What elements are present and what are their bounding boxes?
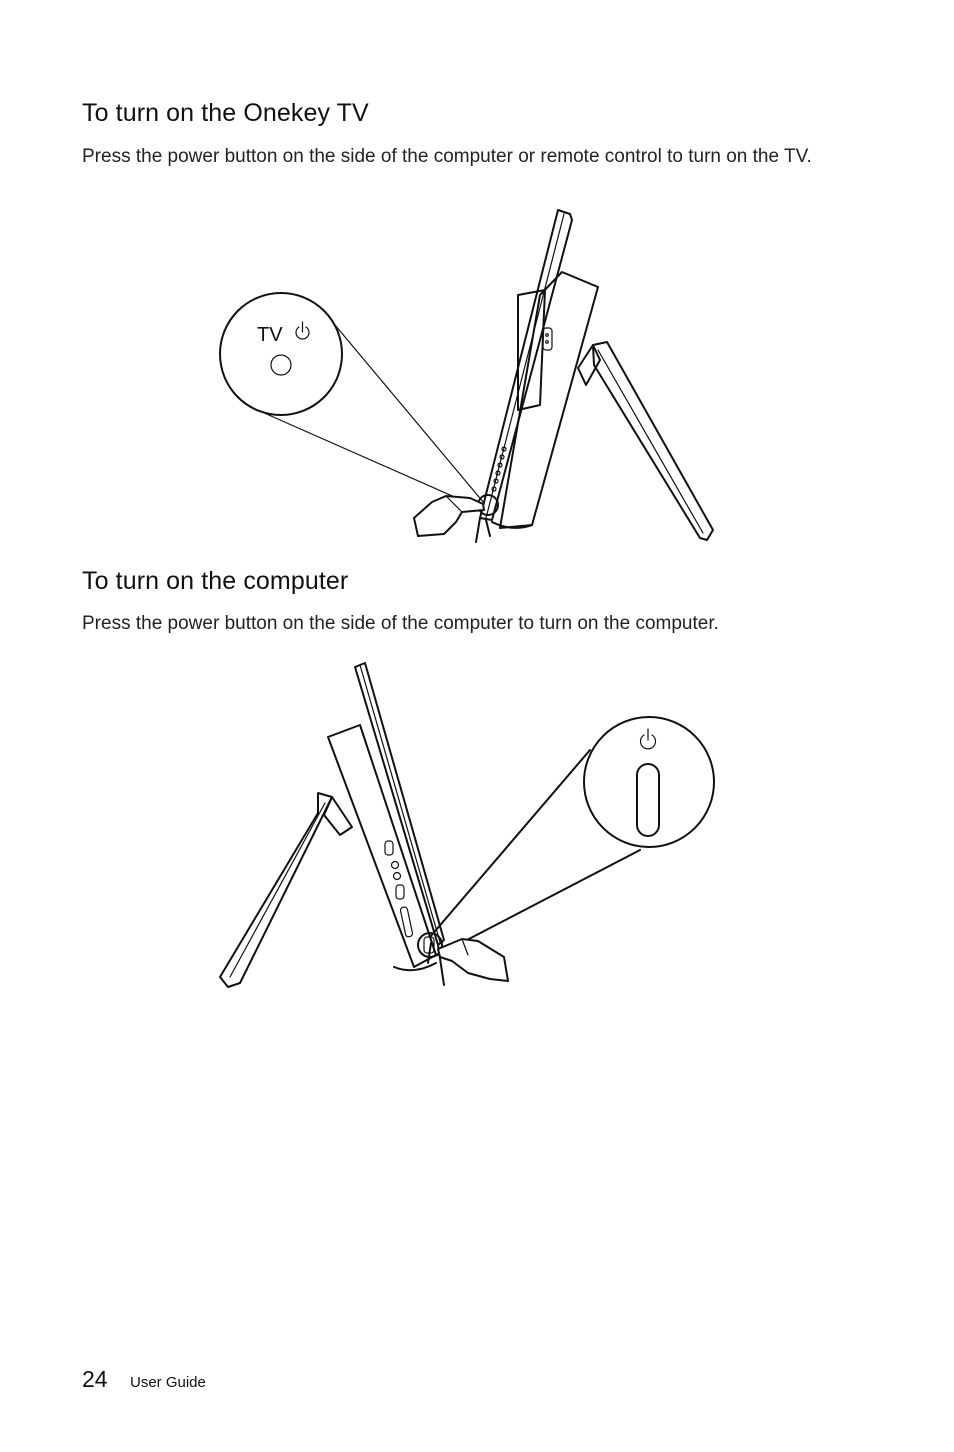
section-heading-onekey-tv: To turn on the Onekey TV (82, 99, 369, 127)
display-panel (476, 210, 572, 542)
rear-housing (328, 725, 436, 970)
computer-power-illustration (200, 655, 740, 995)
stand-leg (220, 793, 352, 987)
hand-icon (414, 496, 484, 536)
rear-housing (492, 272, 598, 528)
page-number: 24 (82, 1366, 108, 1392)
stand-leg (578, 342, 713, 540)
power-button-callout (584, 717, 714, 847)
side-ports (385, 841, 413, 937)
tv-label: TV (257, 324, 283, 346)
tv-button-callout (220, 293, 342, 415)
onekey-tv-power-illustration (200, 200, 740, 550)
document-title: User Guide (130, 1374, 206, 1391)
section-heading-computer: To turn on the computer (82, 567, 349, 595)
section-body-onekey-tv: Press the power button on the side of the computer or remote control to turn on the TV. (82, 146, 812, 167)
section-body-computer: Press the power button on the side of the computer to turn on the computer. (82, 613, 719, 634)
hand-icon (438, 939, 508, 981)
